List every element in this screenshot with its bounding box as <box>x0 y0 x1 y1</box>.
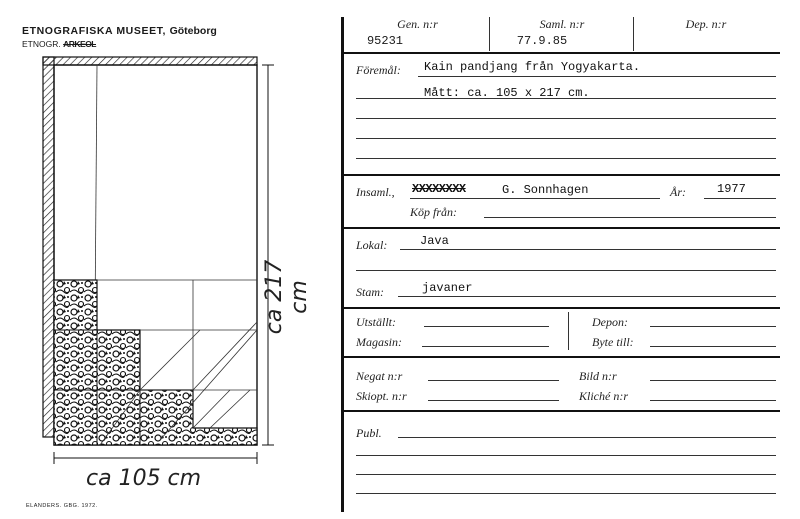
line <box>356 98 776 99</box>
line <box>424 326 549 327</box>
header-divider <box>633 17 634 51</box>
museum-name: ETNOGRAFISKA MUSEET, Göteborg <box>22 25 217 37</box>
lokal-label: Lokal: <box>356 238 388 252</box>
insaml-label: Insaml., <box>356 185 395 199</box>
line <box>356 138 776 139</box>
dep-nr-label: Dep. n:r <box>685 17 727 31</box>
line <box>356 474 776 475</box>
stam-value: javaner <box>422 281 473 295</box>
department-label: ETNOGR. ARKEOL <box>22 39 96 49</box>
negat-label: Negat n:r <box>356 369 403 383</box>
line <box>356 118 776 119</box>
line <box>356 455 776 456</box>
stam-label: Stam: <box>356 285 384 299</box>
line <box>650 326 776 327</box>
header-divider <box>489 17 490 51</box>
printer-note: ELANDERS. GBG. 1972. <box>26 503 98 509</box>
line <box>484 217 776 218</box>
line <box>418 76 776 77</box>
line <box>356 158 776 159</box>
line <box>398 437 776 438</box>
matt-value: Mått: ca. 105 x 217 cm. <box>424 86 590 100</box>
saml-nr-label: Saml. n:r <box>539 17 585 31</box>
gen-nr-label: Gen. n:r <box>397 17 438 31</box>
magasin-label: Magasin: <box>356 335 402 349</box>
section-rule <box>343 307 780 309</box>
line <box>410 198 660 199</box>
foremal-label: Föremål: <box>356 63 401 77</box>
line <box>356 270 776 271</box>
byte-till-label: Byte till: <box>592 335 634 349</box>
publ-label: Publ. <box>356 426 382 440</box>
section-rule <box>343 356 780 358</box>
depon-label: Depon: <box>592 315 628 329</box>
line <box>428 400 559 401</box>
ar-value: 1977 <box>717 182 746 196</box>
lokal-value: Java <box>420 234 449 248</box>
insaml-struck: XXXXXXXX <box>412 182 466 196</box>
line <box>422 346 549 347</box>
utstallt-label: Utställt: <box>356 315 397 329</box>
line <box>704 198 776 199</box>
card-left-border <box>341 17 344 512</box>
section-rule <box>343 227 780 229</box>
saml-nr-value: 77.9.85 <box>516 34 568 48</box>
line <box>650 346 776 347</box>
line <box>650 400 776 401</box>
gen-nr-value: 95231 <box>366 34 403 48</box>
foremal-value: Kain pandjang från Yogyakarta. <box>424 60 641 74</box>
skiopt-label: Skiopt. n:r <box>356 389 407 403</box>
cliche-label: Kliché n:r <box>579 389 628 403</box>
bild-label: Bild n:r <box>579 369 617 383</box>
ar-label: År: <box>670 185 686 199</box>
line <box>356 493 776 494</box>
header-rule <box>343 52 780 54</box>
field-divider <box>568 312 569 350</box>
line <box>398 296 776 297</box>
line <box>400 249 776 250</box>
line <box>428 380 559 381</box>
insaml-value: G. Sonnhagen <box>502 183 589 197</box>
kop-fran-label: Köp från: <box>410 205 458 219</box>
height-dimension-label: ca 217 cm <box>262 259 312 335</box>
line <box>650 380 776 381</box>
section-rule <box>343 410 780 412</box>
section-rule <box>343 174 780 176</box>
width-dimension-label: ca 105 cm <box>86 466 202 491</box>
